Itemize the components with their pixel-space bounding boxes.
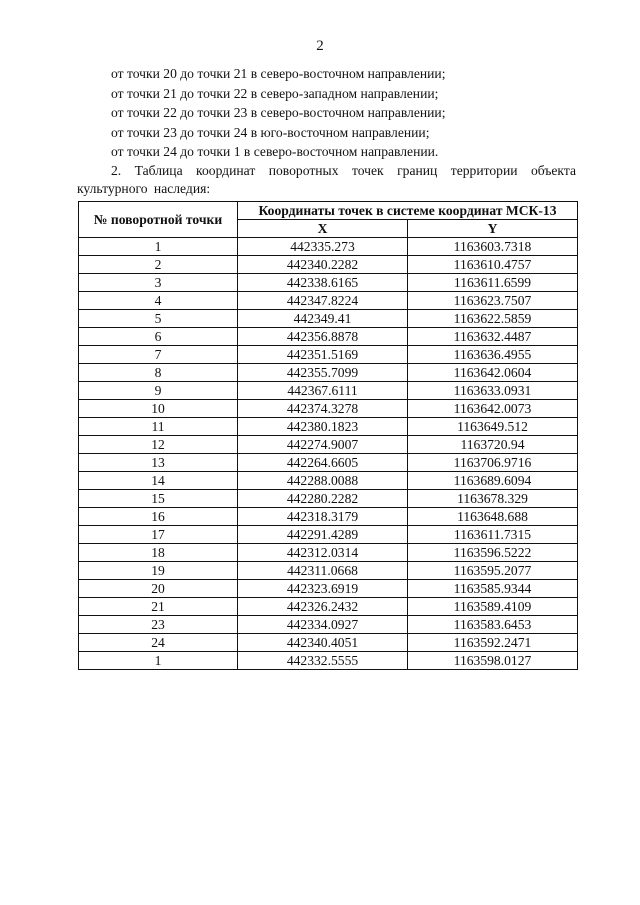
table-row — [79, 328, 578, 346]
point-number-cell: 20 — [79, 580, 238, 598]
y-coordinate-cell: 1163642.0604 — [408, 364, 578, 382]
y-coordinate-cell: 1163589.4109 — [408, 598, 578, 616]
table-row — [79, 508, 578, 526]
x-coordinate-cell: 442356.8878 — [238, 328, 408, 346]
y-coordinate-cell: 1163603.7318 — [408, 238, 578, 256]
y-coordinate-cell: 1163678.329 — [408, 490, 578, 508]
point-number-cell: 1 — [79, 652, 238, 670]
direction-line: от точки 24 до точки 1 в северо-восточном направлении. — [111, 144, 439, 160]
y-coordinate-cell: 1163642.0073 — [408, 400, 578, 418]
point-number-cell: 4 — [79, 292, 238, 310]
table-row — [79, 490, 578, 508]
point-number-cell: 1 — [79, 238, 238, 256]
table-row — [79, 238, 578, 256]
y-coordinate-cell: 1163583.6453 — [408, 616, 578, 634]
y-coordinate-cell: 1163720.94 — [408, 436, 578, 454]
x-coordinate-cell: 442323.6919 — [238, 580, 408, 598]
table-row — [79, 580, 578, 598]
table-row — [79, 292, 578, 310]
point-number-cell: 23 — [79, 616, 238, 634]
header-x: X — [238, 220, 408, 238]
point-number-cell: 9 — [79, 382, 238, 400]
y-coordinate-cell: 1163636.4955 — [408, 346, 578, 364]
point-number-cell: 18 — [79, 544, 238, 562]
table-row — [79, 400, 578, 418]
x-coordinate-cell: 442288.0088 — [238, 472, 408, 490]
point-number-cell: 16 — [79, 508, 238, 526]
point-number-cell: 15 — [79, 490, 238, 508]
table-row — [79, 310, 578, 328]
point-number-cell: 19 — [79, 562, 238, 580]
y-coordinate-cell: 1163622.5859 — [408, 310, 578, 328]
table-intro-paragraph: 2. Таблица координат поворотных точек границ территории объекта культурного наследия: — [77, 163, 576, 196]
point-number-cell: 2 — [79, 256, 238, 274]
table-row — [79, 544, 578, 562]
point-number-cell: 12 — [79, 436, 238, 454]
header-y: Y — [408, 220, 578, 238]
y-coordinate-cell: 1163611.7315 — [408, 526, 578, 544]
x-coordinate-cell: 442264.6605 — [238, 454, 408, 472]
table-body — [79, 238, 578, 670]
direction-line: от точки 20 до точки 21 в северо-восточном направлении; — [111, 66, 446, 81]
y-coordinate-cell: 1163595.2077 — [408, 562, 578, 580]
table-row — [79, 364, 578, 382]
x-coordinate-cell: 442351.5169 — [238, 346, 408, 364]
table-row — [79, 598, 578, 616]
x-coordinate-cell: 442332.5555 — [238, 652, 408, 670]
table-row — [79, 382, 578, 400]
table-row — [79, 418, 578, 436]
table-row — [79, 526, 578, 544]
x-coordinate-cell: 442312.0314 — [238, 544, 408, 562]
point-number-cell: 7 — [79, 346, 238, 364]
point-number-cell: 8 — [79, 364, 238, 382]
x-coordinate-cell: 442367.6111 — [238, 382, 408, 400]
x-coordinate-cell: 442318.3179 — [238, 508, 408, 526]
table-row — [79, 634, 578, 652]
y-coordinate-cell: 1163596.5222 — [408, 544, 578, 562]
point-number-cell: 5 — [79, 310, 238, 328]
x-coordinate-cell: 442347.8224 — [238, 292, 408, 310]
x-coordinate-cell: 442326.2432 — [238, 598, 408, 616]
y-coordinate-cell: 1163689.6094 — [408, 472, 578, 490]
x-coordinate-cell: 442355.7099 — [238, 364, 408, 382]
x-coordinate-cell: 442311.0668 — [238, 562, 408, 580]
point-number-cell: 6 — [79, 328, 238, 346]
x-coordinate-cell: 442340.4051 — [238, 634, 408, 652]
coordinates-table — [78, 201, 578, 670]
direction-list — [111, 64, 571, 162]
header-coordinate-system: Координаты точек в системе координат МСК-13 — [238, 202, 578, 220]
table-row — [79, 652, 578, 670]
table-row — [79, 346, 578, 364]
point-number-cell: 14 — [79, 472, 238, 490]
y-coordinate-cell: 1163610.4757 — [408, 256, 578, 274]
y-coordinate-cell: 1163611.6599 — [408, 274, 578, 292]
point-number-cell: 24 — [79, 634, 238, 652]
point-number-cell: 13 — [79, 454, 238, 472]
x-coordinate-cell: 442380.1823 — [238, 418, 408, 436]
point-number-cell: 3 — [79, 274, 238, 292]
y-coordinate-cell: 1163648.688 — [408, 508, 578, 526]
table-row — [79, 454, 578, 472]
table-row — [79, 472, 578, 490]
y-coordinate-cell: 1163649.512 — [408, 418, 578, 436]
x-coordinate-cell: 442334.0927 — [238, 616, 408, 634]
table-header-row — [79, 202, 578, 220]
x-coordinate-cell: 442274.9007 — [238, 436, 408, 454]
table-row — [79, 274, 578, 292]
x-coordinate-cell: 442374.3278 — [238, 400, 408, 418]
x-coordinate-cell: 442349.41 — [238, 310, 408, 328]
page-number: 2 — [316, 38, 324, 54]
point-number-cell: 11 — [79, 418, 238, 436]
table-row — [79, 562, 578, 580]
x-coordinate-cell: 442338.6165 — [238, 274, 408, 292]
x-coordinate-cell: 442280.2282 — [238, 490, 408, 508]
y-coordinate-cell: 1163632.4487 — [408, 328, 578, 346]
y-coordinate-cell: 1163598.0127 — [408, 652, 578, 670]
header-point-number: № поворотной точки — [79, 202, 238, 238]
y-coordinate-cell: 1163633.0931 — [408, 382, 578, 400]
table-row — [79, 616, 578, 634]
x-coordinate-cell: 442291.4289 — [238, 526, 408, 544]
table-row — [79, 256, 578, 274]
y-coordinate-cell: 1163592.2471 — [408, 634, 578, 652]
y-coordinate-cell: 1163585.9344 — [408, 580, 578, 598]
point-number-cell: 10 — [79, 400, 238, 418]
x-coordinate-cell: 442340.2282 — [238, 256, 408, 274]
y-coordinate-cell: 1163623.7507 — [408, 292, 578, 310]
y-coordinate-cell: 1163706.9716 — [408, 454, 578, 472]
x-coordinate-cell: 442335.273 — [238, 238, 408, 256]
direction-line: от точки 21 до точки 22 в северо-западном направлении; — [111, 85, 439, 101]
table-row — [79, 436, 578, 454]
point-number-cell: 17 — [79, 526, 238, 544]
point-number-cell: 21 — [79, 598, 238, 616]
direction-line: от точки 22 до точки 23 в северо-восточном направлении; — [111, 105, 446, 121]
direction-line: от точки 23 до точки 24 в юго-восточном направлении; — [111, 124, 430, 140]
